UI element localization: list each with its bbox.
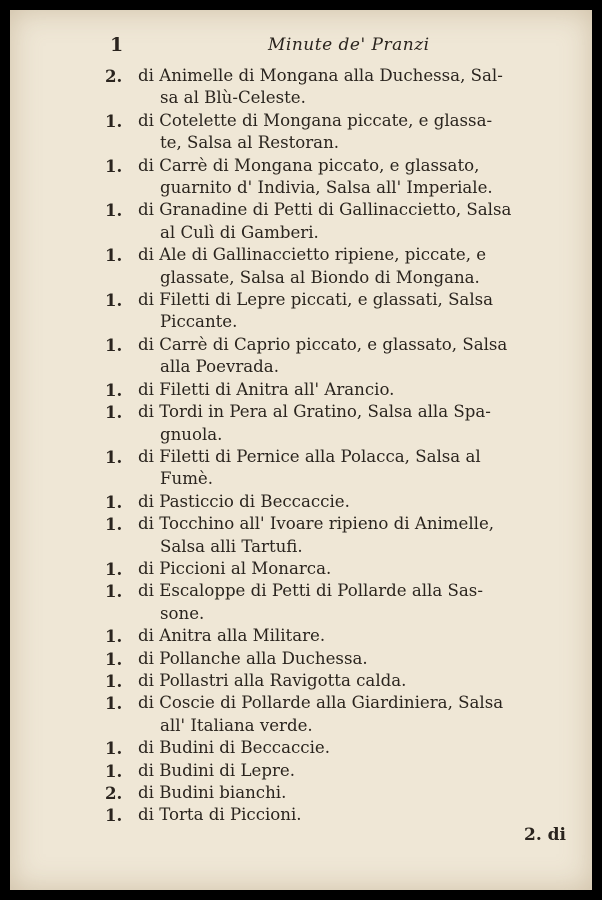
entry-text-line: di Animelle di Mongana alla Duchessa, Sal- (138, 66, 503, 85)
menu-entry (105, 782, 580, 804)
entry-text-line: di Filetti di Lepre piccati, e glassati, Salsa (138, 290, 494, 310)
entry-text-line: sa al Blù-Celeste. (160, 88, 306, 108)
catchword: 2. di (523, 825, 566, 845)
entry-quantity: 1. (105, 670, 123, 691)
menu-entry (105, 625, 580, 647)
entry-text-line: alla Poevrada. (160, 357, 279, 377)
entry-quantity: 1. (105, 334, 123, 355)
entry-quantity: 1. (105, 693, 123, 714)
entry-quantity: 1. (105, 200, 123, 221)
menu-entry (105, 648, 580, 670)
entry-text-line: di Cotelette di Mongana piccate, e glassa- (138, 110, 493, 130)
menu-entry (105, 379, 580, 401)
entry-text-line: Salsa alli Tartufi. (160, 536, 303, 556)
entry-quantity: 1. (105, 110, 123, 131)
entry-quantity: 1. (105, 626, 123, 647)
book-page (10, 10, 592, 890)
entry-quantity: 1. (105, 805, 123, 826)
entry-text-line: di Pollastri alla Ravigotta calda. (138, 670, 407, 690)
entry-quantity: 2. (105, 66, 123, 86)
entry-quantity: 1. (105, 290, 123, 311)
entry-text-line: glassate, Salsa al Biondo di Mongana. (160, 267, 480, 287)
entry-quantity: 1. (105, 446, 123, 467)
entry-text-line: di Tordi in Pera al Gratino, Salsa alla Spa- (138, 402, 491, 422)
entry-text-line: di Carrè di Caprio piccato, e glassato, Salsa (138, 334, 508, 354)
entry-text-line: di Piccioni al Monarca. (138, 558, 332, 578)
menu-entry (105, 110, 580, 155)
entry-text-line: guarnito d' Indivia, Salsa all' Imperiale. (160, 178, 493, 198)
menu-entry (105, 804, 580, 826)
entry-quantity: 1. (105, 738, 123, 759)
menu-entry (105, 513, 580, 558)
entry-quantity: 1. (105, 155, 123, 176)
entry-quantity: 2. (105, 783, 123, 803)
entry-text-line: di Escaloppe di Petti di Pollarde alla Sas- (138, 581, 483, 601)
entry-text-line: di Pollanche alla Duchessa. (138, 648, 368, 668)
entry-text-line: Fumè. (160, 469, 214, 489)
entry-text-line: di Ale di Gallinaccietto ripiene, piccate, e (138, 245, 487, 265)
menu-entry (105, 401, 580, 446)
entry-text-line: di Torta di Piccioni. (138, 805, 302, 825)
menu-entry (105, 446, 580, 491)
entry-text-line: di Granadine di Petti di Gallinaccietto, Salsa (138, 200, 512, 220)
entry-quantity: 1. (105, 648, 123, 669)
entry-text-line: di Carrè di Mongana piccato, e glassato, (138, 155, 480, 175)
entry-text-line: all' Italiana verde. (160, 715, 313, 735)
menu-entry (105, 334, 580, 379)
entry-quantity: 1. (105, 581, 123, 602)
menu-entry (105, 580, 580, 625)
entry-text-line: gnuola. (160, 424, 223, 444)
entry-quantity: 1. (105, 514, 123, 535)
menu-entry (105, 244, 580, 289)
entry-text-line: di Filetti di Pernice alla Polacca, Salsa al (138, 446, 481, 466)
entry-text-line: te, Salsa al Restoran. (160, 133, 340, 153)
menu-entry (105, 670, 580, 692)
entry-text-line: di Budini di Lepre. (138, 760, 295, 780)
menu-entry (105, 65, 580, 110)
entry-text-line: al Culì di Gamberi. (160, 222, 319, 242)
entry-text-line: Piccante. (160, 312, 238, 332)
menu-entry (105, 760, 580, 782)
entry-text-line: di Budini bianchi. (138, 783, 287, 802)
menu-entry (105, 491, 580, 513)
entry-text-line: sone. (160, 603, 205, 623)
entry-text-line: di Coscie di Pollarde alla Giardiniera, Salsa (138, 693, 504, 713)
entry-quantity: 1. (105, 760, 123, 781)
menu-entries-list (105, 65, 580, 827)
menu-entry (105, 558, 580, 580)
menu-entry (105, 289, 580, 334)
menu-entry (105, 737, 580, 759)
entry-text-line: di Filetti di Anitra all' Arancio. (138, 379, 395, 399)
entry-quantity: 1. (105, 245, 123, 266)
entry-text-line: di Pasticcio di Beccaccie. (138, 491, 350, 511)
menu-entry (105, 155, 580, 200)
running-title: Minute de' Pranzi (268, 35, 430, 55)
menu-entry (105, 692, 580, 737)
entry-quantity: 1. (105, 491, 123, 512)
page-number: 1 (110, 34, 124, 56)
entry-quantity: 1. (105, 379, 123, 400)
entry-quantity: 1. (105, 558, 123, 579)
entry-text-line: di Budini di Beccaccie. (138, 738, 330, 758)
entry-text-line: di Tocchino all' Ivoare ripieno di Animelle, (138, 514, 495, 534)
entry-text-line: di Anitra alla Militare. (138, 626, 326, 646)
menu-entry (105, 199, 580, 244)
page-header (105, 34, 572, 58)
entry-quantity: 1. (105, 402, 123, 423)
